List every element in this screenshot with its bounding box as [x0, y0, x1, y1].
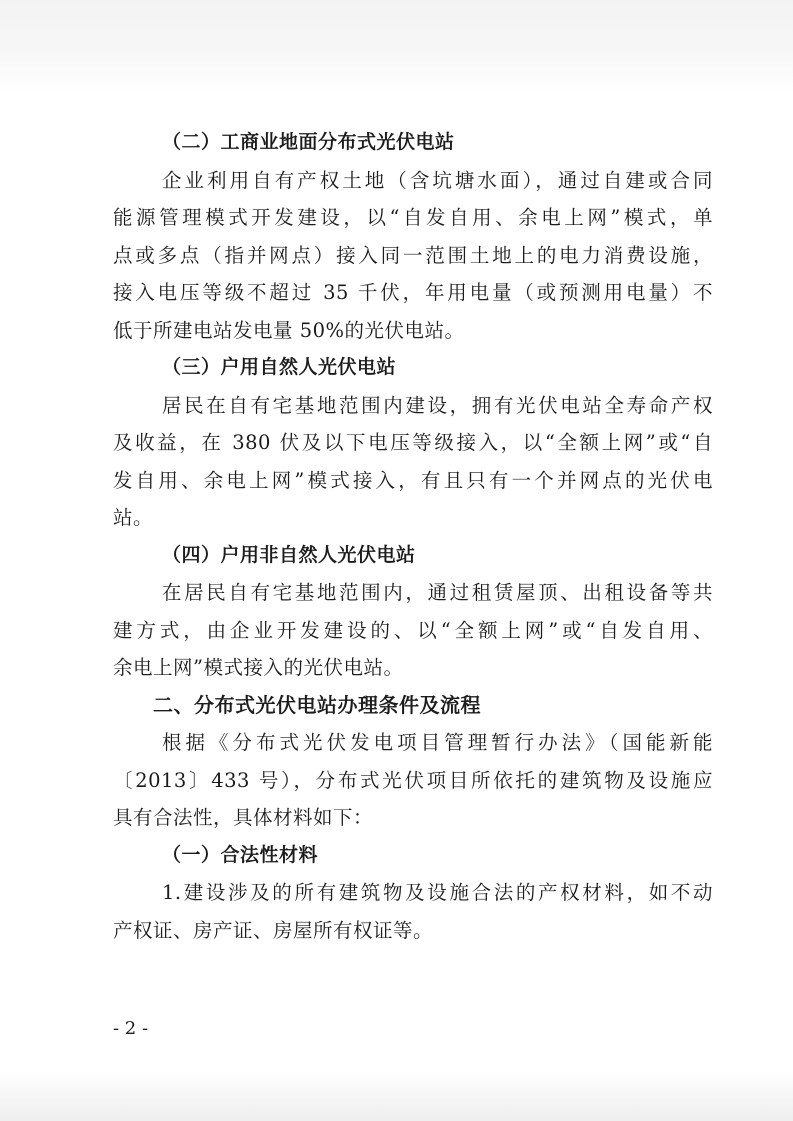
paragraph-line: 点或多点（指并网点）接入同一范围土地上的电力消费设施，: [113, 243, 713, 267]
paragraph-line: 发自用、余电上网”模式接入，有且只有一个并网点的光伏电: [113, 468, 713, 492]
section-heading-household-natural-person: （三）户用自然人光伏电站: [162, 356, 397, 378]
paragraph-line: 1.建设涉及的所有建筑物及设施合法的产权材料，如不动: [162, 881, 713, 904]
paragraph-line: 余电上网”模式接入的光伏电站。: [113, 656, 404, 679]
document-body: [113, 124, 713, 949]
paragraph-line: 具有合法性，具体材料如下：: [113, 806, 374, 829]
paragraph-line: 及收益，在 380 伏及以下电压等级接入，以“全额上网”或“自: [113, 431, 713, 454]
scan-bottom-shading: [0, 1072, 793, 1121]
subsection-heading-legality-materials: （一）合法性材料: [162, 843, 319, 866]
scan-top-shading: [0, 0, 793, 96]
paragraph-line: 接入电压等级不超过 35 千伏，年用电量（或预测用电量）不: [113, 281, 713, 304]
paragraph-line: 根据《分布式光伏发电项目管理暂行办法》（国能新能: [162, 731, 713, 754]
section-heading-industrial-ground: （二）工商业地面分布式光伏电站: [162, 131, 455, 153]
paragraph-line: 能源管理模式开发建设，以“自发自用、余电上网”模式，单: [113, 206, 713, 229]
paragraph-line: 在居民自有宅基地范围内，通过租赁屋顶、出租设备等共: [162, 581, 713, 604]
paragraph-line: 企业利用自有产权土地（含坑塘水面），通过自建或合同: [162, 168, 713, 192]
page-number: - 2 -: [113, 1018, 149, 1039]
paragraph-line: 产权证、房产证、房屋所有权证等。: [113, 918, 434, 942]
paragraph-line: 低于所建电站发电量 50%的光伏电站。: [113, 318, 465, 342]
paragraph-line: 居民在自有宅基地范围内建设，拥有光伏电站全寿命产权: [162, 393, 713, 417]
paragraph-line: 站。: [113, 506, 154, 529]
paragraph-line: 〔2013〕433 号），分布式光伏项目所依托的建筑物及设施应: [113, 768, 713, 792]
paragraph-line: 建方式，由企业开发建设的、以“全额上网”或“自发自用、: [113, 618, 713, 642]
section-heading-household-non-natural-person: （四）户用非自然人光伏电站: [162, 543, 416, 566]
part-heading-conditions-and-process: 二、分布式光伏电站办理条件及流程: [153, 692, 481, 717]
